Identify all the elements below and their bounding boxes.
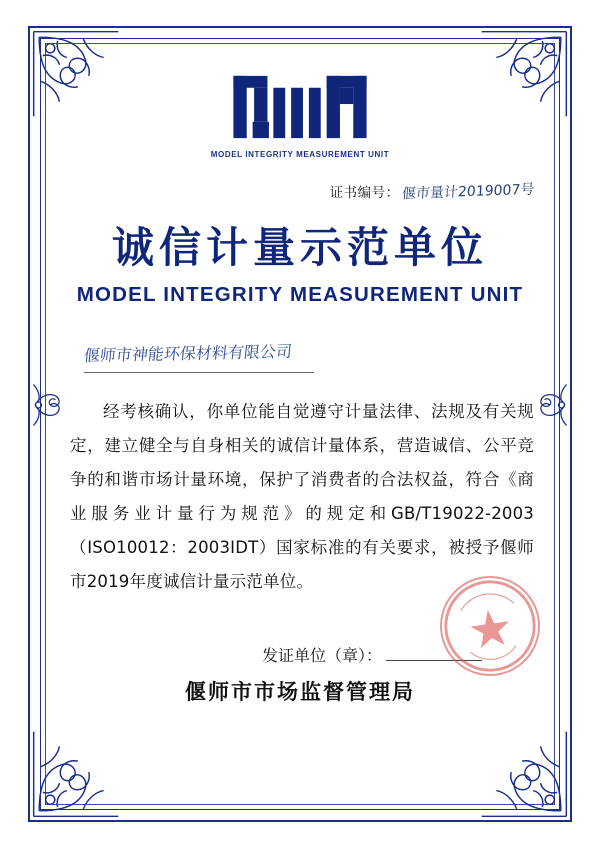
issuing-organization: 偃师市市场监督管理局 <box>185 680 415 704</box>
certificate-body-paragraph: 经考核确认，你单位能自觉遵守计量法律、法规及有关规定，建立健全与自身相关的诚信计量体系，营造诚信、公平竞争的和谐市场计量环境，保护了消费者的合法权益，符合《商业服务业计量行为规范》的规定和GB/T19022-2003（ISO10012：2003IDT）国家标准的有关要求，被授予偃师市2019年度诚信计量示范单位。 <box>70 402 534 591</box>
logo-block <box>56 70 544 159</box>
recipient-underline <box>84 372 314 373</box>
recipient-block <box>84 341 544 371</box>
certificate-body <box>70 395 534 599</box>
certificate-number-row <box>56 181 544 201</box>
mim-monogram-logo-icon <box>226 70 374 144</box>
page-title-english: MODEL INTEGRITY MEASUREMENT UNIT <box>76 283 524 306</box>
certificate-number-label: 证书编号： <box>329 185 400 200</box>
logo-caption: MODEL INTEGRITY MEASUREMENT UNIT <box>210 150 390 159</box>
recipient-name: 偃师市神能环保材料有限公司 <box>82 341 293 366</box>
official-red-seal-icon <box>434 570 547 683</box>
certificate-number-value: 偃市量计2019007号 <box>401 181 535 203</box>
page-title: 诚信计量示范单位 <box>111 223 488 272</box>
issuer-label: 发证单位（章）： <box>261 646 382 665</box>
certificate-content <box>56 54 544 794</box>
